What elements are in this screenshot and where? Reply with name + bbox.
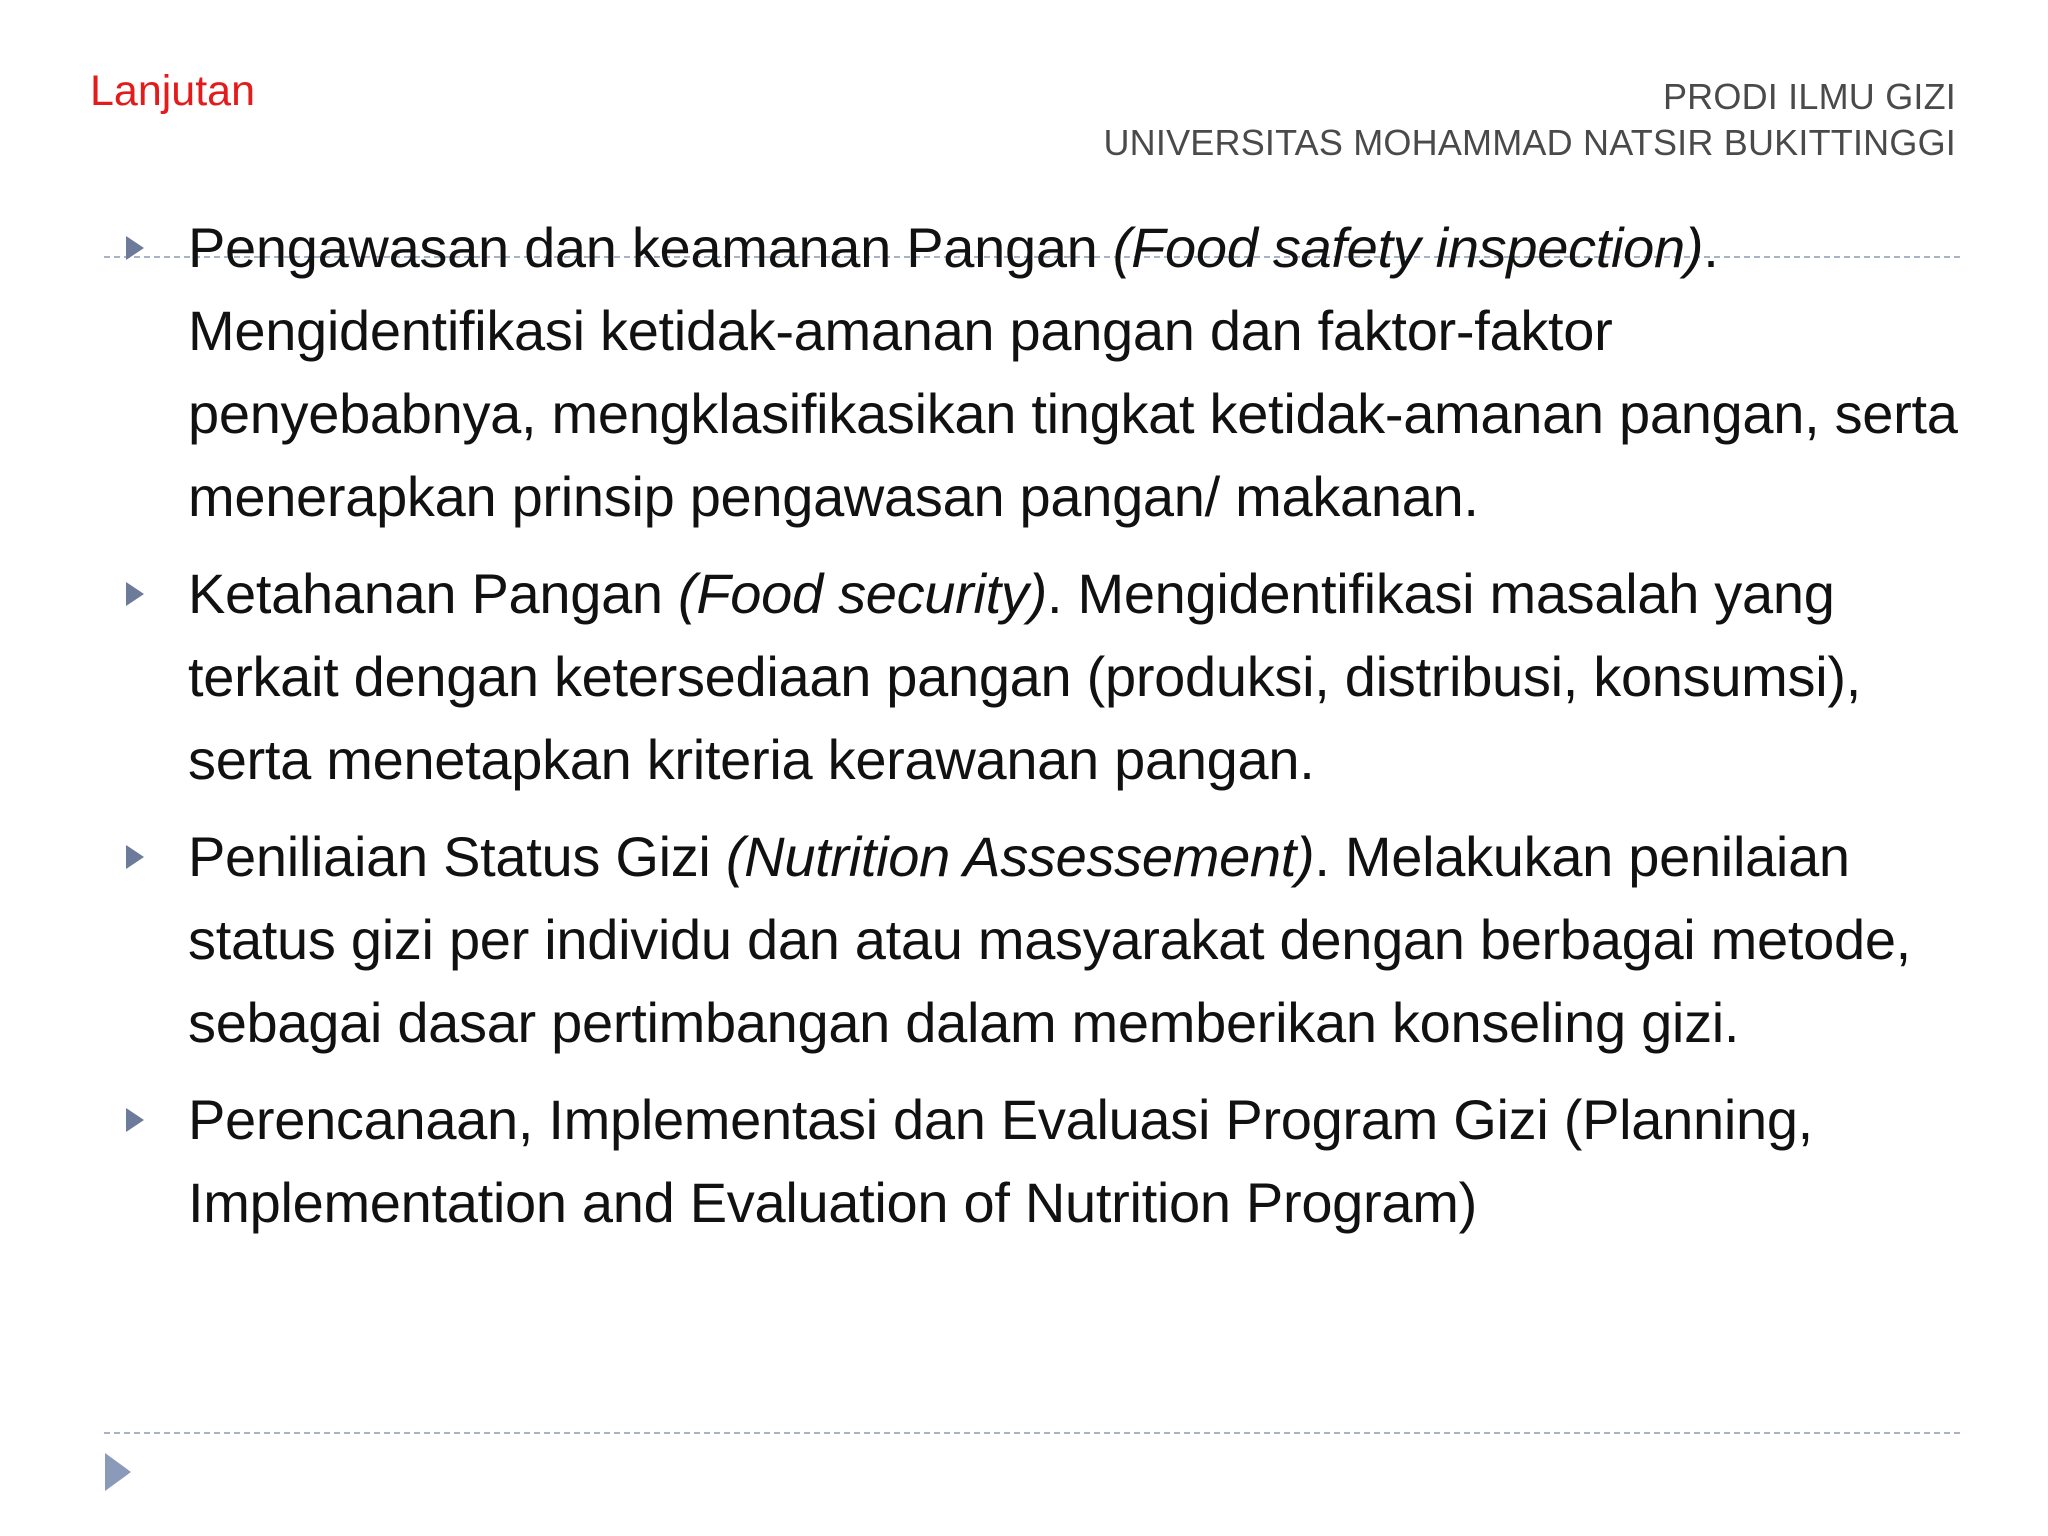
bullet-lead: Pengawasan dan keamanan Pangan (188, 216, 1113, 279)
program-name: PRODI ILMU GIZI (1662, 76, 1956, 117)
triangle-right-icon (124, 1078, 188, 1161)
triangle-right-icon (124, 206, 188, 289)
bullet-italic-term: (Food safety inspection) (1112, 216, 1704, 279)
bullet-text (188, 1078, 1974, 1244)
bullet-description: . Mengidentifikasi masalah yang terkait dengan ketersediaan pangan (produksi, distribusi, konsumsi), serta menetapkan kriteria kerawanan pangan. (188, 562, 1861, 791)
institution-header (1103, 74, 1956, 166)
triangle-right-icon (104, 1452, 132, 1497)
university-name: UNIVERSITAS MOHAMMAD NATSIR BUKITTINGGI (1103, 122, 1956, 163)
bullet-list (124, 206, 1974, 1258)
section-label: Lanjutan (90, 67, 255, 115)
bullet-description: . Mengidentifikasi ketidak-amanan pangan dan faktor-faktor penyebabnya, mengklasifikasikan tingkat ketidak-amanan pangan, serta menerapkan prinsip pengawasan pangan/ makanan. (188, 216, 1958, 528)
bullet-lead: Ketahanan Pangan (188, 562, 679, 625)
bullet-item-food-safety (124, 206, 1974, 538)
bullet-item-nutrition-assessment (124, 815, 1974, 1064)
triangle-right-icon (124, 552, 188, 635)
bullet-lead: Peniliaian Status Gizi (188, 825, 726, 888)
bullet-text (188, 815, 1974, 1064)
triangle-right-icon (124, 815, 188, 898)
bullet-description: . Melakukan penilaian status gizi per individu dan atau masyarakat dengan berbagai metode, sebagai dasar pertimbangan dalam memberikan konseling gizi. (188, 825, 1911, 1054)
bullet-text (188, 206, 1974, 538)
bullet-item-food-security (124, 552, 1974, 801)
bullet-lead: Perencanaan, Implementasi dan Evaluasi Program Gizi (Planning, Implementation and Evaluation of Nutrition Program) (188, 1088, 1813, 1234)
bullet-text (188, 552, 1974, 801)
bullet-item-nutrition-program (124, 1078, 1974, 1244)
bullet-italic-term: (Nutrition Assessement) (725, 825, 1315, 888)
bottom-dashed-divider (104, 1432, 1960, 1434)
bullet-italic-term: (Food security) (678, 562, 1047, 625)
